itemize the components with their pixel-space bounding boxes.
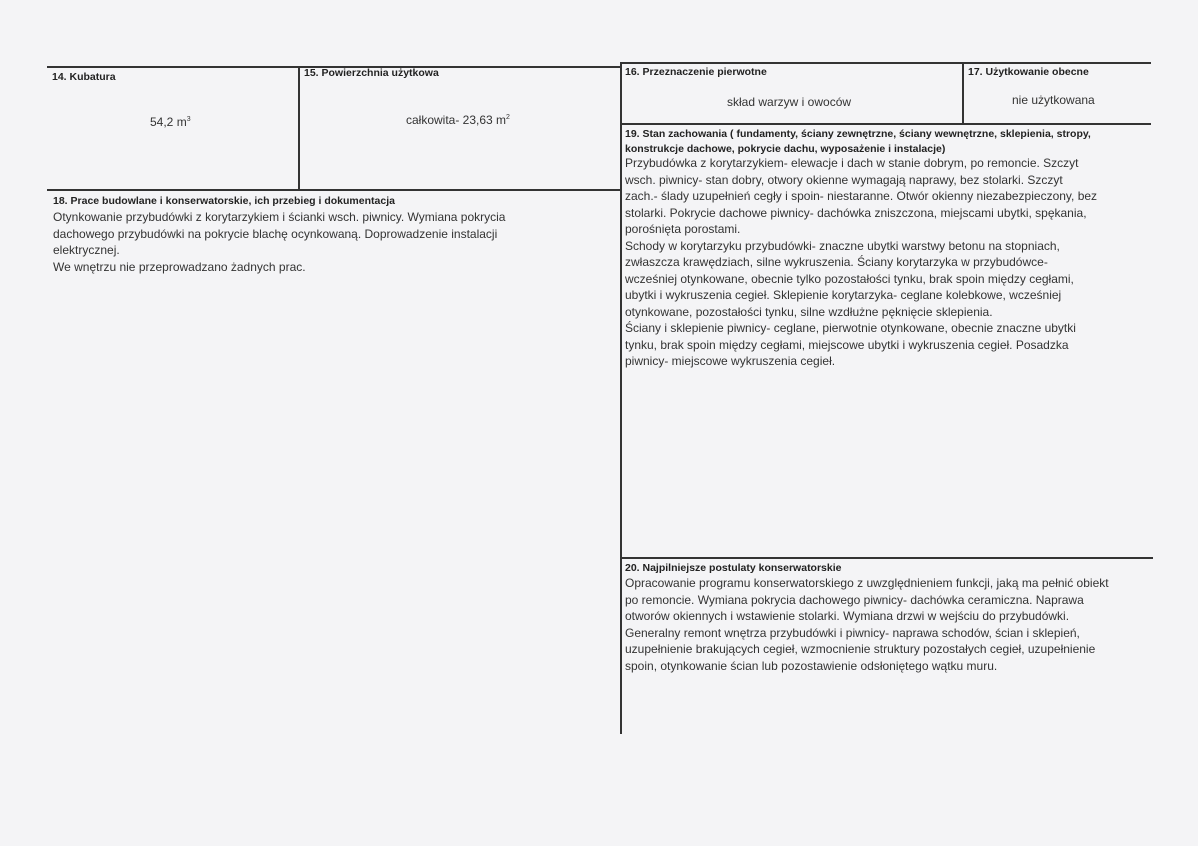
field-19-line: Przybudówka z korytarzykiem- elewacje i dach w stanie dobrym, po remoncie. Szczyt: [625, 156, 1079, 170]
field-15-value: [406, 113, 510, 127]
field-15-label: 15. Powierzchnia użytkowa: [304, 67, 439, 79]
rule-above-20: [620, 557, 1153, 559]
field-19-line: piwnicy- miejscowe wykruszenia cegieł.: [625, 354, 836, 368]
field-17-label: 17. Użytkowanie obecne: [968, 66, 1089, 78]
field-20-line: uzupełnienie brakujących cegieł, wzmocnienie struktury pozostałych cegieł, uzupełnienie: [625, 642, 1096, 656]
field-19-label: [625, 127, 1091, 157]
rule-below-16-17: [620, 123, 1151, 125]
field-19-line: zwłaszcza krawędziach, silne wykruszenia. Ściany korytarzyka w przybudówce-: [625, 255, 1048, 269]
field-18-line: Otynkowanie przybudówki z korytarzykiem i ścianki wsch. piwnicy. Wymiana pokrycia: [53, 210, 506, 224]
field-18-line: We wnętrzu nie przeprowadzano żadnych prac.: [53, 259, 306, 274]
field-20-line: Generalny remont wnętrza przybudówki i piwnicy- naprawa schodów, ścian i sklepień,: [625, 625, 1080, 640]
field-19-line: Ściany i sklepienie piwnicy- ceglane, pierwotnie otynkowane, obecnie znaczne ubytki: [625, 321, 1076, 335]
field-18-line: elektrycznej.: [53, 243, 120, 257]
field-19-line: wsch. piwnicy- stan dobry, otwory okienne wymagają naprawy, bez stolarki. Szczyt: [625, 172, 1063, 187]
field-19-label-line: konstrukcje dachowe, pokrycie dachu, wyposażenie i instalacje): [625, 143, 946, 155]
field-17-value: nie użytkowana: [1012, 93, 1095, 107]
field-14-number: 54,2 m: [150, 115, 187, 129]
field-19-line: porośnięta porostami.: [625, 222, 741, 236]
field-19-line: tynku, brak spoin między cegłami, miejscowe ubytki i wykruszenia cegieł. Posadzka: [625, 337, 1069, 352]
field-18-label: 18. Prace budowlane i konserwatorskie, ich przebieg i dokumentacja: [53, 195, 395, 207]
field-14-value: [150, 115, 191, 129]
field-16-value: skład warzyw i owoców: [727, 95, 852, 109]
rule-center: [620, 62, 622, 734]
field-18-line: dachowego przybudówki na pokrycie blachę ocynkowaną. Doprowadzenie instalacji: [53, 226, 498, 241]
rule-above-18: [47, 189, 622, 191]
field-19-line: zach.- ślady uzupełnień cegły i spoin- niestaranne. Otwór okienny niezabezpieczony, bez: [625, 189, 1098, 203]
field-20-line: otworów okiennych i wstawienie stolarki. Wymiana drzwi w wejściu do przybudówki.: [625, 609, 1070, 623]
field-19-line: otynkowane, pozostałości tynku, silne wzdłużne pęknięcie sklepienia.: [625, 304, 993, 319]
field-19-text: [625, 155, 1097, 370]
field-20-line: Opracowanie programu konserwatorskiego z uwzględnieniem funkcji, jaką ma pełnić obiekt: [625, 576, 1109, 590]
field-19-line: wcześniej otynkowane, obecnie tylko pozostałości tynku, brak spoin między cegłami,: [625, 271, 1074, 286]
field-16-label: 16. Przeznaczenie pierwotne: [625, 66, 767, 78]
rule-top-right: [620, 62, 1151, 64]
rule-left-14-15: [298, 66, 300, 189]
field-14-label: 14. Kubatura: [52, 71, 116, 83]
field-15-unit-exponent: 2: [506, 114, 510, 121]
field-19-line: Schody w korytarzyku przybudówki- znaczne ubytki warstwy betonu na stopniach,: [625, 238, 1060, 253]
field-20-label: 20. Najpilniejsze postulaty konserwatorskie: [625, 562, 842, 574]
field-18-text: [53, 209, 505, 275]
field-19-line: ubytki i wykruszenia cegieł. Sklepienie korytarzyka- ceglane kolebkowe, wcześniej: [625, 288, 1062, 302]
field-19-label-line: 19. Stan zachowania ( fundamenty, ściany zewnętrzne, ściany wewnętrzne, sklepienia, stropy,: [625, 128, 1091, 140]
field-15-number: całkowita- 23,63 m: [406, 113, 507, 127]
field-14-unit-exponent: 3: [186, 116, 191, 123]
field-20-text: [625, 575, 1109, 674]
rule-16-17: [962, 62, 964, 125]
field-19-line: stolarki. Pokrycie dachowe piwnicy- dachówka zniszczona, miejscami ubytki, spękania,: [625, 205, 1087, 220]
field-20-line: po remoncie. Wymiana pokrycia dachowego piwnicy- dachówka ceramiczna. Naprawa: [625, 592, 1084, 607]
field-20-line: spoin, otynkowanie ścian lub pozostawienie odsłoniętego wątku muru.: [625, 658, 998, 673]
